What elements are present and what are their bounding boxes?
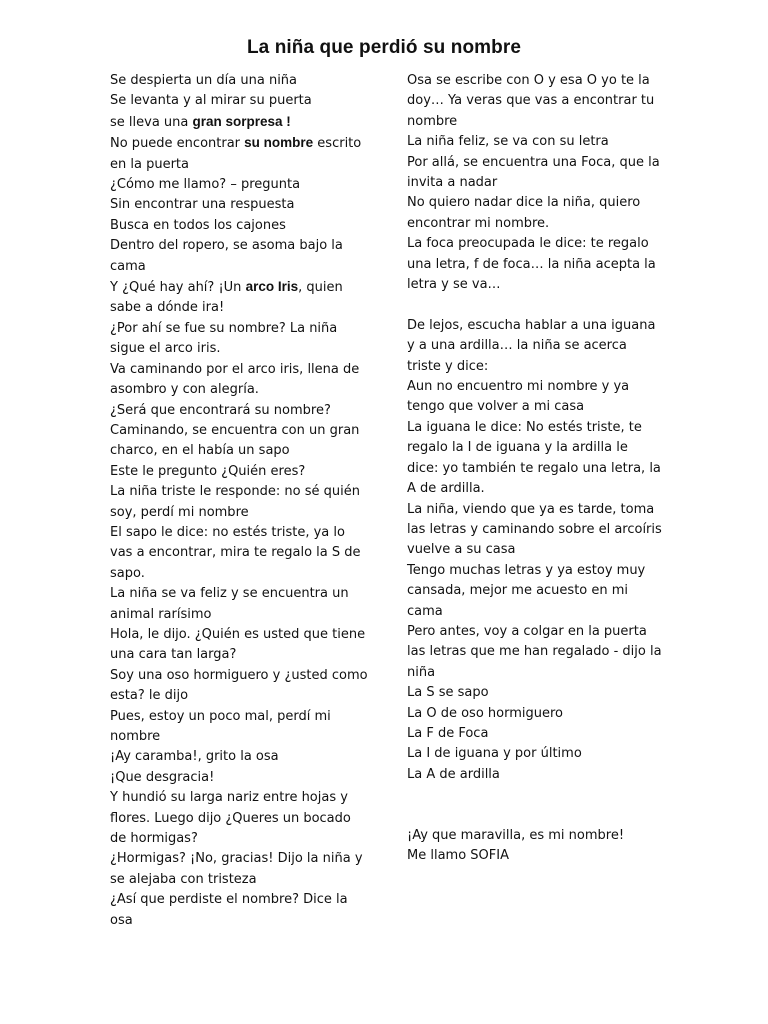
line-text: Se despierta un día una niña [110, 73, 298, 88]
line-text: Y ¿Qué hay ahí? ¡Un [110, 280, 246, 296]
story-line [110, 462, 368, 482]
story-line [407, 846, 663, 866]
story-line [110, 666, 368, 707]
story-line [407, 500, 663, 561]
line-text: Aun no encuentro mi nombre y ya tengo que volver a mi casa [407, 379, 630, 415]
line-text: La I de iguana y por último [407, 746, 582, 762]
line-text: Pero antes, voy a colgar en la puerta las letras que me han regalado - dijo la niña [407, 623, 662, 680]
blank-line [407, 295, 663, 315]
emphasized-text: arco Iris [245, 279, 299, 295]
line-text: Pues, estoy un poco mal, perdí mi nombre [110, 708, 331, 744]
line-text: Se levanta y al mirar su puerta [110, 93, 312, 109]
story-line [110, 707, 368, 748]
story-line [110, 319, 368, 360]
line-text: La A de ardilla [407, 766, 500, 782]
story-line [110, 195, 368, 215]
story-line [110, 216, 368, 236]
line-text: La O de oso hormiguero [407, 705, 563, 721]
line-text: Me llamo SOFIA [407, 848, 509, 864]
story-column-right [407, 71, 663, 867]
line-text: ¡Que desgracia! [110, 769, 215, 785]
line-text: ¡Ay caramba!, grito la osa [110, 749, 279, 765]
story-line [407, 704, 663, 724]
line-text: De lejos, escucha hablar a una iguana y a una ardilla… la niña se acerca triste y dice: [407, 317, 656, 374]
line-text: La iguana le dice: No estés triste, te regalo la I de iguana y la ardilla le dice: yo también te regalo una letra, la A de ardilla. [407, 419, 661, 497]
line-text: Busca en todos los cajones [110, 217, 286, 233]
story-line [407, 724, 663, 744]
blank-line [407, 806, 663, 826]
line-text: Hola, le dijo. ¿Quién es usted que tiene una cara tan larga? [110, 626, 366, 663]
line-text: ¡Ay que maravilla, es mi nombre! [407, 827, 625, 843]
line-text: Sin encontrar una respuesta [110, 197, 295, 213]
line-text: No puede encontrar [110, 136, 245, 152]
line-text: ¿Cómo me llamo? – pregunta [110, 177, 301, 193]
story-column-left [110, 71, 368, 931]
story-line [110, 133, 368, 175]
story-line [407, 683, 663, 703]
story-line [407, 377, 663, 418]
story-line [110, 112, 368, 133]
story-line [110, 625, 368, 666]
blank-line [407, 785, 663, 805]
story-line [407, 622, 663, 683]
line-text: ¿Así que perdiste el nombre? Dice la osa [110, 892, 348, 928]
line-text: escrito en la puerta [110, 136, 362, 172]
story-line [407, 234, 663, 295]
story-line [407, 193, 663, 234]
line-text: ¿Será que encontrará su nombre? [110, 402, 331, 418]
story-line [110, 849, 368, 890]
story-line [110, 584, 368, 625]
line-text: Caminando, se encuentra con un gran charco, en el había un sapo [110, 422, 360, 459]
story-line [110, 890, 368, 931]
story-line [407, 744, 663, 764]
line-text: Y hundió su larga nariz entre hojas y flores. Luego dijo ¿Queres un bocado de hormigas? [110, 790, 351, 847]
line-text: La niña triste le responde: no sé quién soy, perdí mi nombre [110, 484, 360, 520]
story-line [407, 132, 663, 152]
story-line [407, 71, 663, 132]
story-line [407, 316, 663, 377]
story-line [110, 360, 368, 401]
story-line [407, 765, 663, 785]
line-text: La niña feliz, se va con su letra [407, 134, 609, 150]
story-line [110, 277, 368, 319]
story-line [407, 153, 663, 194]
line-text: Este le pregunto ¿Quién eres? [110, 463, 306, 479]
line-text: La niña se va feliz y se encuentra un animal rarísimo [110, 586, 349, 622]
story-line [110, 523, 368, 584]
story-line [110, 236, 368, 277]
story-line [110, 91, 368, 111]
story-line [110, 175, 368, 195]
emphasized-text: gran sorpresa ! [192, 113, 291, 129]
story-line [110, 788, 368, 849]
line-text: No quiero nadar dice la niña, quiero encontrar mi nombre. [407, 195, 641, 231]
line-text: , quien sabe a dónde ira! [110, 280, 343, 316]
line-text: La F de Foca [407, 725, 489, 741]
story-line [110, 421, 368, 462]
line-text: El sapo le dice: no estés triste, ya lo vas a encontrar, mira te regalo la S de sapo. [110, 524, 361, 581]
line-text: La foca preocupada le dice: te regalo una letra, f de foca… la niña acepta la letra y se va… [407, 236, 656, 293]
story-line [110, 401, 368, 421]
line-text: Osa se escribe con O y esa O yo te la doy… Ya veras que vas a encontrar tu nombre [407, 73, 655, 129]
line-text: Soy una oso hormiguero y ¿usted como esta? le dijo [110, 667, 368, 704]
line-text: se lleva una [110, 114, 193, 130]
line-text: Dentro del ropero, se asoma bajo la cama [110, 238, 343, 274]
page-title: La niña que perdió su nombre [246, 37, 522, 58]
story-line [407, 561, 663, 622]
line-text: Tengo muchas letras y ya estoy muy cansada, mejor me acuesto en mi cama [407, 562, 646, 619]
story-line [407, 826, 663, 846]
story-line [110, 747, 368, 767]
story-line [110, 71, 368, 91]
line-text: La niña, viendo que ya es tarde, toma las letras y caminando sobre el arcoíris vuelve a su casa [407, 501, 662, 558]
story-line [110, 768, 368, 788]
line-text: ¿Hormigas? ¡No, gracias! Dijo la niña y se alejaba con tristeza [110, 851, 363, 887]
line-text: Va caminando por el arco iris, llena de asombro y con alegría. [110, 361, 360, 398]
story-line [407, 418, 663, 500]
line-text: Por allá, se encuentra una Foca, que la invita a nadar [407, 154, 660, 191]
line-text: La S se sapo [407, 685, 489, 701]
line-text: ¿Por ahí se fue su nombre? La niña sigue el arco iris. [110, 320, 338, 357]
story-line [110, 482, 368, 523]
emphasized-text: su nombre [244, 135, 314, 151]
